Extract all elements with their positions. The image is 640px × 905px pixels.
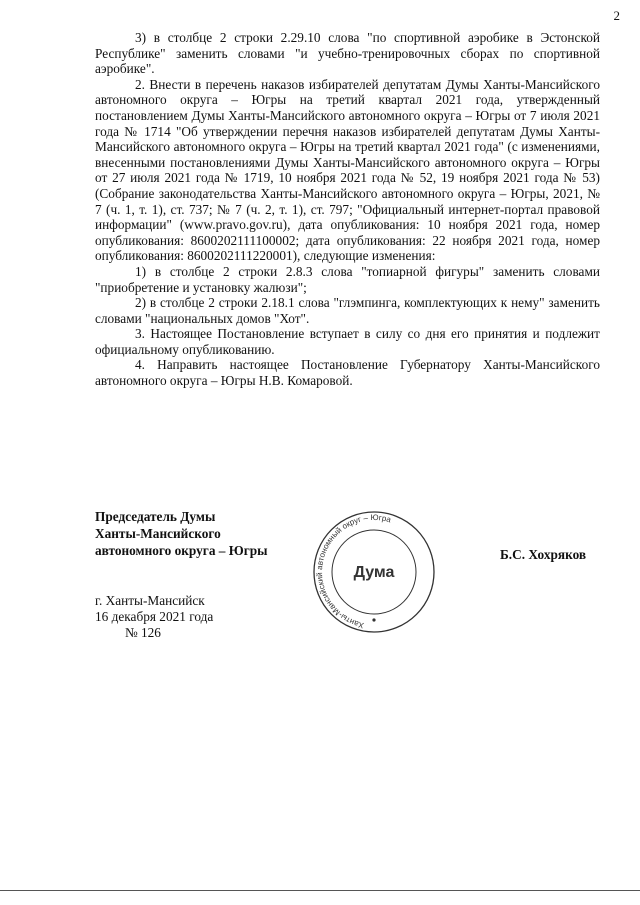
signature-title: [95, 508, 268, 559]
official-seal: [310, 506, 438, 646]
document-number: № 126: [125, 625, 161, 640]
paragraph-item-2: 2) в столбце 2 строки 2.18.1 слова "глэмпинга, комплектующих к нему" заменить словами "национальных домов "Хот".: [95, 295, 600, 326]
paragraph-item-1: 1) в столбце 2 строки 2.8.3 слова "топиарной фигуры" заменить словами "приобретение и установку жалюзи";: [95, 263, 600, 295]
document-body: [95, 30, 600, 389]
paragraph-item-3: 3) в столбце 2 строки 2.29.10 слова "по спортивной аэробике в Эстонской Республике" заменить словами "и учебно-тренировочных сборах по спортивной аэробике".: [95, 30, 600, 77]
paragraph-section-4: 4. Направить настоящее Постановление Губернатору Ханты-Мансийского автономного округа – Югры Н.В. Комаровой.: [95, 357, 600, 389]
place: г. Ханты-Мансийск: [95, 593, 205, 608]
date: 16 декабря 2021 года: [95, 609, 214, 624]
bottom-divider: [0, 890, 640, 891]
signature-title-line: Ханты-Мансийского: [95, 526, 221, 541]
place-date-block: [95, 593, 213, 641]
seal-center-text: Дума: [353, 564, 395, 581]
signer-name: Б.С. Хохряков: [500, 547, 587, 562]
signature-title-line: Председатель Думы: [95, 509, 216, 524]
paragraph-section-2: 2. Внести в перечень наказов избирателей депутатам Думы Ханты-Мансийского автономного округа – Югры на третий квартал 2021 года, утвержденный постановлением Думы Ханты-Мансийского автономного округа – Югры от 7 июля 2021 года № 1714 "Об утверждении перечня наказов избирателей депутатам Думы Ханты-Мансийского автономного округа – Югры на третий квартал 2021 года" (с изменениями, внесенными постановлениями Думы Ханты-Мансийского автономного округа – Югры от 27 июля 2021 года № 1719, 10 ноября 2021 года № 52, 19 ноября 2021 года № 53) (Собрание законодательства Ханты-Мансийского автономного округа – Югры, 2021, № 7 (ч. 1, т. 1), ст. 737; № 7 (ч. 2, т. 1), ст. 797; "Официальный интернет-портал правовой информации" (www.pravo.gov.ru), дата опубликования: 10 ноября 2021 года, номер опубликования: 8600202111100002; дата опубликования: 22 ноября 2021 года, номер опубликования: 8600202111220001), следующие изменения:: [95, 76, 600, 264]
signature-title-line: автономного округа – Югры: [95, 543, 268, 558]
page-number: 2: [613, 8, 620, 23]
paragraph-section-3: 3. Настоящее Постановление вступает в силу со дня его принятия и подлежит официальному опубликованию.: [95, 326, 600, 357]
seal-ring-text: Ханты-Мансийский автономный округ – Югра: [315, 512, 393, 630]
